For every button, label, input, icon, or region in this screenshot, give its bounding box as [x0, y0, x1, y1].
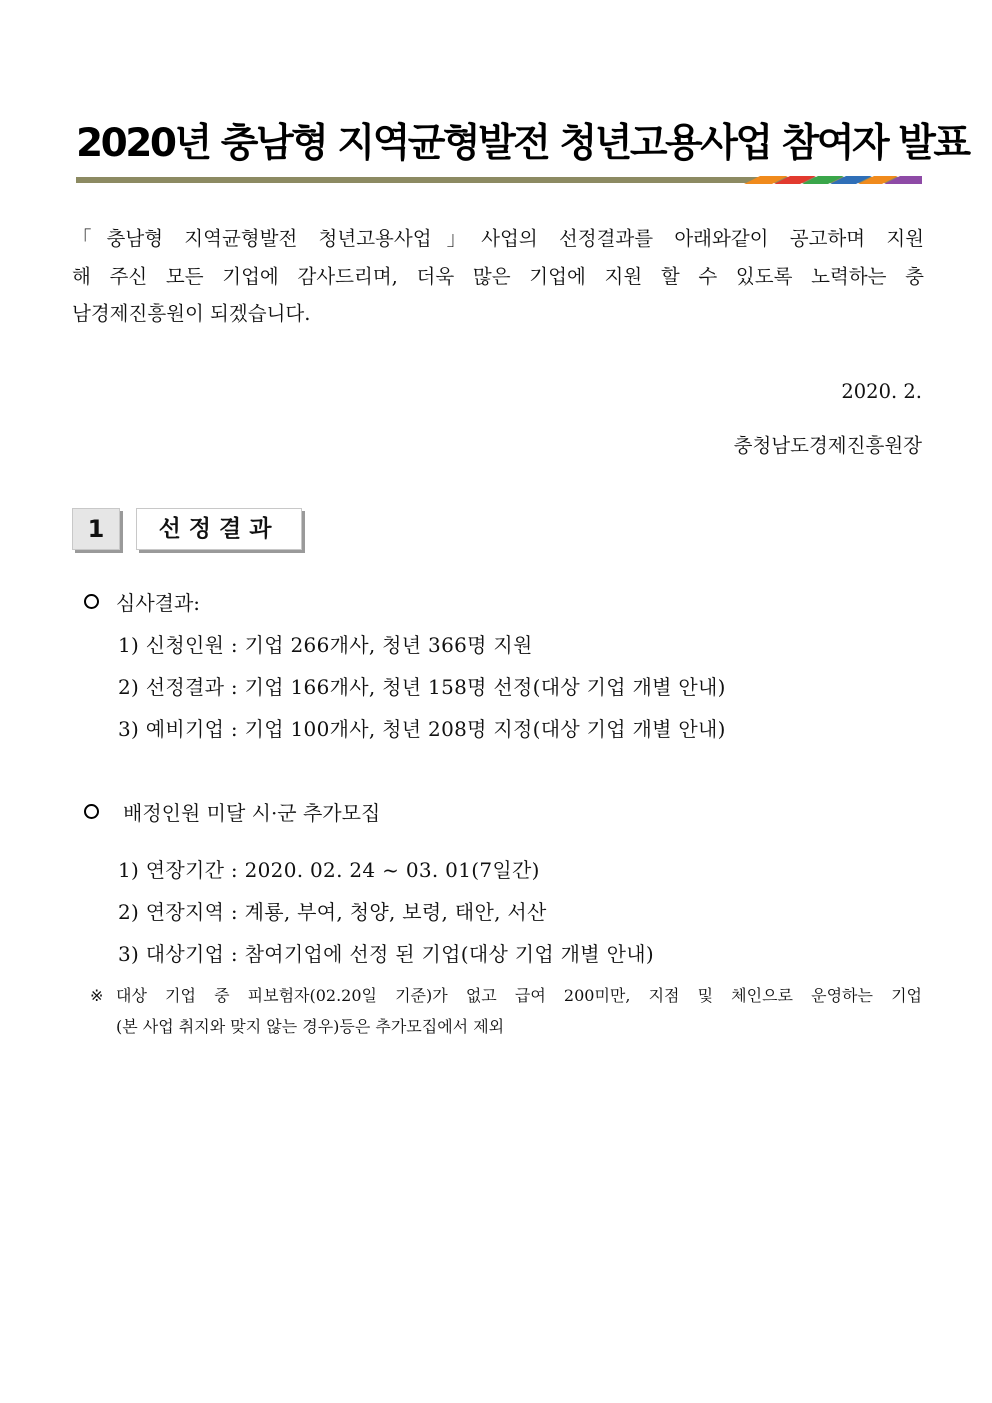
reference-mark: ※ [90, 986, 104, 1005]
recruit-item: 2) 연장지역 : 계룡, 부여, 청양, 보령, 태안, 서산 [118, 900, 547, 924]
review-item: 3) 예비기업 : 기업 100개사, 청년 208명 지정(대상 기업 개별 안내) [118, 717, 726, 741]
review-heading-label: 심사결과: [116, 591, 201, 615]
circle-bullet-icon [84, 804, 99, 819]
intro-line: 남경제진흥원이 되겠습니다. [72, 302, 311, 325]
circle-bullet-icon [84, 594, 99, 609]
intro-line: 해 주신 모든 기업에 감사드리며, 더욱 많은 기업에 지원 할 수 있도록 노력하는 충 [72, 264, 924, 288]
page-title: 2020년 충남형 지역균형발전 청년고용사업 참여자 발표 [76, 121, 969, 166]
recruit-item: 1) 연장기간 : 2020. 02. 24 ~ 03. 01(7일간) [118, 858, 540, 882]
review-item: 2) 선정결과 : 기업 166개사, 청년 158명 선정(대상 기업 개별 안내) [118, 675, 726, 699]
footnote [90, 980, 922, 1042]
footnote-text: 대상 기업 중 피보험자(02.20일 기준)가 없고 급여 200미만, 지점 및 체인으로 운영하는 기업 [116, 986, 922, 1005]
footnote-line: (본 사업 취지와 맞지 않는 경우)등은 추가모집에서 제외 [116, 1017, 505, 1036]
intro-paragraph [72, 220, 924, 333]
section-number: 1 [72, 508, 120, 550]
review-heading [84, 588, 200, 618]
recruit-heading-label: 배정인원 미달 시·군 추가모집 [123, 801, 381, 825]
recruit-heading [84, 798, 380, 828]
signer: 충청남도경제진흥원장 [733, 434, 922, 457]
section-title: 선정결과 [136, 508, 302, 550]
title-underline [76, 176, 922, 184]
announcement-date: 2020. 2. [841, 380, 922, 403]
intro-line: 「충남형 지역균형발전 청년고용사업」사업의 선정결과를 아래와같이 공고하며 지원 [72, 227, 924, 250]
footnote-line [90, 980, 922, 1011]
review-item: 1) 신청인원 : 기업 266개사, 청년 366명 지원 [118, 633, 533, 657]
recruit-item: 3) 대상기업 : 참여기업에 선정 된 기업(대상 기업 개별 안내) [118, 942, 654, 966]
